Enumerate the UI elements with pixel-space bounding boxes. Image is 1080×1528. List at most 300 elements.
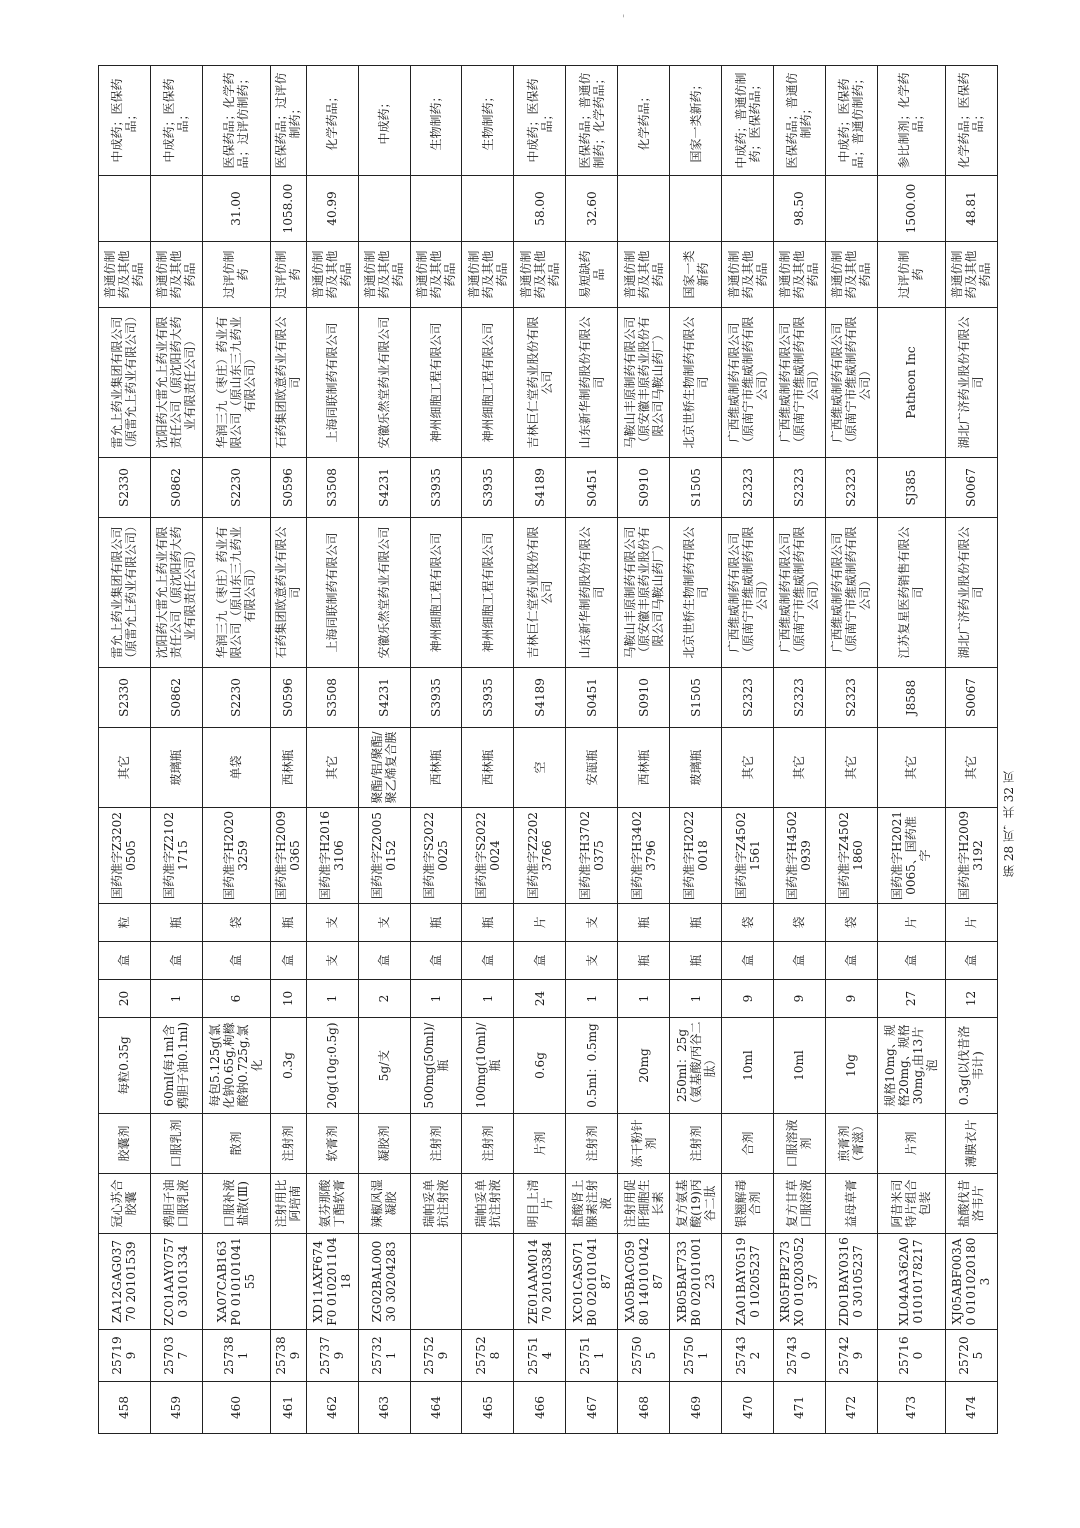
page-footer: 第 28 页，共 32 页	[1002, 771, 1016, 877]
cell-product-code: 257389	[270, 1330, 306, 1382]
cell-drug-category: 易短缺药品	[566, 242, 618, 308]
cell-drug-name: 盐酸肾上腺素注射液	[566, 1174, 618, 1234]
cell-declarer-name: 神州细胞工程有限公司	[410, 518, 462, 668]
cell-drug-category: 普通仿制药及其他药品	[618, 242, 670, 308]
cell-producer-name: 北京世桥生物制药有限公司	[670, 308, 722, 458]
cell-conversion-ratio: 9	[773, 980, 825, 1018]
cell-row-number: 469	[670, 1382, 722, 1434]
cell-min-dosage-unit: 粒	[99, 904, 151, 942]
cell-package-material: 其它	[773, 728, 825, 808]
cell-standard-code	[270, 1234, 306, 1330]
cell-row-number: 459	[150, 1382, 202, 1434]
cell-conversion-ratio: 1	[306, 980, 358, 1018]
cell-drug-name: 瑞帕妥单抗注射液	[462, 1174, 514, 1234]
cell-producer-code: S3508	[306, 458, 358, 518]
cell-package-material: 西林瓶	[410, 728, 462, 808]
cell-drug-category: 普通仿制药及其他药品	[99, 242, 151, 308]
cell-drug-name: 明目上清片	[514, 1174, 566, 1234]
table-row	[618, 66, 670, 1434]
cell-dosage-form: 注射剂	[462, 1114, 514, 1174]
cell-product-code: 257511	[566, 1330, 618, 1382]
cell-row-number: 463	[358, 1382, 410, 1434]
cell-min-dosage-unit: 支	[306, 904, 358, 942]
cell-specification: 规格10mg、规格20mg、规格30mg,由13片泡	[877, 1018, 945, 1114]
cell-min-dosage-unit: 片	[945, 904, 997, 942]
cell-producer-code: S0596	[270, 458, 306, 518]
cell-approval-number: 国药准字S20220025	[410, 808, 462, 904]
cell-declarer-code: S0067	[945, 668, 997, 728]
table-row	[410, 66, 462, 1434]
cell-specification: 20mg	[618, 1018, 670, 1114]
cell-drug-name: 冠心苏合胶囊	[99, 1174, 151, 1234]
cell-producer-code: S2330	[99, 458, 151, 518]
cell-approval-number: 国药准字Z21021715	[150, 808, 202, 904]
cell-declarer-code: S1505	[670, 668, 722, 728]
cell-approval-number: 国药准字H20210065、国药准字	[877, 808, 945, 904]
cell-attributes: 生物制药；	[410, 66, 462, 176]
cell-producer-code: S4231	[358, 458, 410, 518]
cell-declarer-code: S2323	[722, 668, 774, 728]
cell-producer-name: 华润三九（枣庄）药业有限公司（原山东三九药业有限公司）	[202, 308, 270, 458]
cell-attributes: 中成药；医保药品；	[514, 66, 566, 176]
cell-package-material: 玻璃瓶	[670, 728, 722, 808]
cell-producer-name: 广西维威制药有限公司（原南宁市维威制药有限公司）	[773, 308, 825, 458]
cell-specification: 250ml：25g（氨基酸/丙谷二肽）	[670, 1018, 722, 1114]
cell-row-number: 458	[99, 1382, 151, 1434]
cell-dosage-form: 片剂	[877, 1114, 945, 1174]
cell-producer-code: S0862	[150, 458, 202, 518]
cell-min-package-unit: 盒	[825, 942, 877, 980]
cell-attributes: 参比制剂；化学药品；	[877, 66, 945, 176]
cell-declarer-name: 江苏复星医药销售有限公司	[877, 518, 945, 668]
cell-standard-code	[410, 1234, 462, 1330]
cell-row-number: 470	[722, 1382, 774, 1434]
cell-approval-number: 国药准字H20090365	[270, 808, 306, 904]
cell-standard-code: ZG02BAL00030 30204283	[358, 1234, 410, 1330]
cell-declarer-code: S2323	[825, 668, 877, 728]
cell-drug-name: 益母草膏	[825, 1174, 877, 1234]
cell-attributes: 医保药品；普通仿制药；	[773, 66, 825, 176]
cell-specification: 10ml	[722, 1018, 774, 1114]
cell-conversion-ratio: 1	[670, 980, 722, 1018]
cell-declarer-name: 山东新华制药股份有限公司	[566, 518, 618, 668]
cell-declarer-name: 上海同联制药有限公司	[306, 518, 358, 668]
table-row	[773, 66, 825, 1434]
cell-dosage-form: 注射剂	[566, 1114, 618, 1174]
cell-product-code: 257205	[945, 1330, 997, 1382]
cell-min-package-unit: 盒	[358, 942, 410, 980]
cell-price: 58.00	[514, 176, 566, 242]
cell-standard-code: XL04AA362A0 01010178217	[877, 1234, 945, 1330]
cell-producer-name: 沈阳药大雷允上药业有限责任公司（原沈阳药大药业有限责任公司）	[150, 308, 202, 458]
cell-dosage-form: 散剂	[202, 1114, 270, 1174]
cell-package-material: 其它	[877, 728, 945, 808]
table-row	[306, 66, 358, 1434]
cell-drug-name: 鸦胆子油口服乳液	[150, 1174, 202, 1234]
cell-producer-name: 山东新华制药股份有限公司	[566, 308, 618, 458]
cell-package-material: 其它	[306, 728, 358, 808]
cell-declarer-code: S0596	[270, 668, 306, 728]
cell-declarer-code: S4231	[358, 668, 410, 728]
cell-drug-name: 瑞帕妥单抗注射液	[410, 1174, 462, 1234]
cell-row-number: 474	[945, 1382, 997, 1434]
cell-approval-number: 国药准字H20163106	[306, 808, 358, 904]
cell-declarer-code: S0910	[618, 668, 670, 728]
cell-min-dosage-unit: 袋	[825, 904, 877, 942]
cell-specification: 每包5.125g(氯化钠0.65g,枸橼酸钠0.725g,氯化	[202, 1018, 270, 1114]
cell-drug-category: 普通仿制药及其他药品	[306, 242, 358, 308]
cell-attributes: 中成药；医保药品；	[150, 66, 202, 176]
cell-conversion-ratio: 1	[462, 980, 514, 1018]
cell-dosage-form: 冻干粉针剂	[618, 1114, 670, 1174]
cell-standard-code: XB05BAF733B0 02010100123	[670, 1234, 722, 1330]
cell-price: 40.99	[306, 176, 358, 242]
cell-specification: 10g	[825, 1018, 877, 1114]
cell-min-package-unit: 瓶	[670, 942, 722, 980]
cell-product-code: 257160	[877, 1330, 945, 1382]
cell-drug-category: 国家一类新药	[670, 242, 722, 308]
cell-package-material: 其它	[99, 728, 151, 808]
cell-price	[825, 176, 877, 242]
cell-drug-name: 口服补液盐散(Ⅲ)	[202, 1174, 270, 1234]
cell-attributes: 生物制药；	[462, 66, 514, 176]
cell-min-dosage-unit: 瓶	[410, 904, 462, 942]
cell-declarer-name: 广西维威制药有限公司（原南宁市维威制药有限公司）	[722, 518, 774, 668]
cell-producer-name: Patheon Inc	[877, 308, 945, 458]
cell-declarer-name: 广西维威制药有限公司（原南宁市维威制药有限公司）	[773, 518, 825, 668]
cell-drug-category: 普通仿制药及其他药品	[514, 242, 566, 308]
cell-standard-code: XD11AXF674F0 01020110418	[306, 1234, 358, 1330]
cell-approval-number: 国药准字H20203259	[202, 808, 270, 904]
cell-approval-number: 国药准字H45020939	[773, 808, 825, 904]
cell-min-dosage-unit: 片	[514, 904, 566, 942]
cell-drug-category: 普通仿制药及其他药品	[358, 242, 410, 308]
cell-drug-category: 普通仿制药及其他药品	[825, 242, 877, 308]
cell-min-dosage-unit: 支	[358, 904, 410, 942]
cell-producer-code: S0067	[945, 458, 997, 518]
cell-approval-number: 国药准字S20220024	[462, 808, 514, 904]
cell-standard-code: ZD01BAY03160 30105237	[825, 1234, 877, 1330]
cell-price: 48.81	[945, 176, 997, 242]
cell-declarer-name: 雷允上药业集团有限公司（原雷允上药业有限公司）	[99, 518, 151, 668]
cell-standard-code: ZE01AAM01470 20103384	[514, 1234, 566, 1330]
cell-attributes: 中成药；	[358, 66, 410, 176]
cell-conversion-ratio: 1	[410, 980, 462, 1018]
cell-approval-number: 国药准字Z45021860	[825, 808, 877, 904]
cell-standard-code	[462, 1234, 514, 1330]
cell-approval-number: 国药准字Z22023766	[514, 808, 566, 904]
cell-specification: 每粒0.35g	[99, 1018, 151, 1114]
cell-price: 31.00	[202, 176, 270, 242]
cell-row-number: 466	[514, 1382, 566, 1434]
rotated-table-wrapper	[98, 66, 998, 1434]
cell-drug-name: 复方氨基酸(19)丙谷二肽	[670, 1174, 722, 1234]
cell-specification: 0.6g	[514, 1018, 566, 1114]
cell-producer-name: 神州细胞工程有限公司	[462, 308, 514, 458]
cell-standard-code: ZA01BAY05190 10205237	[722, 1234, 774, 1330]
cell-row-number: 461	[270, 1382, 306, 1434]
cell-dosage-form: 胶囊剂	[99, 1114, 151, 1174]
cell-conversion-ratio: 1	[566, 980, 618, 1018]
cell-declarer-name: 安徽乐然堂药业有限公司	[358, 518, 410, 668]
cell-price	[670, 176, 722, 242]
cell-drug-category: 普通仿制药及其他药品	[773, 242, 825, 308]
table-row	[825, 66, 877, 1434]
cell-producer-name: 湖北广济药业股份有限公司	[945, 308, 997, 458]
cell-row-number: 471	[773, 1382, 825, 1434]
cell-approval-number: 国药准字Z20050152	[358, 808, 410, 904]
cell-producer-name: 神州细胞工程有限公司	[410, 308, 462, 458]
cell-declarer-name: 北京世桥生物制药有限公司	[670, 518, 722, 668]
cell-specification: 20g(10g:0.5g)	[306, 1018, 358, 1114]
cell-drug-name: 复方甘草口服溶液	[773, 1174, 825, 1234]
cell-min-package-unit: 盒	[514, 942, 566, 980]
cell-declarer-name: 广西维威制药有限公司（原南宁市维威制药有限公司）	[825, 518, 877, 668]
cell-declarer-code: J8588	[877, 668, 945, 728]
cell-product-code: 257381	[202, 1330, 270, 1382]
cell-drug-category: 过评仿制药	[270, 242, 306, 308]
cell-price	[410, 176, 462, 242]
cell-declarer-code: S2323	[773, 668, 825, 728]
cell-product-code: 257037	[150, 1330, 202, 1382]
cell-declarer-name: 华润三九（枣庄）药业有限公司（原山东三九药业有限公司）	[202, 518, 270, 668]
cell-min-package-unit: 瓶	[618, 942, 670, 980]
cell-product-code: 257528	[462, 1330, 514, 1382]
cell-standard-code: ZC01AAY07570 30101334	[150, 1234, 202, 1330]
cell-attributes: 中成药；医保药品；	[99, 66, 151, 176]
cell-dosage-form: 注射剂	[670, 1114, 722, 1174]
cell-drug-name: 盐酸伐昔洛韦片	[945, 1174, 997, 1234]
cell-package-material: 西林瓶	[618, 728, 670, 808]
cell-min-dosage-unit: 瓶	[270, 904, 306, 942]
cell-producer-code: SJ385	[877, 458, 945, 518]
cell-min-dosage-unit: 袋	[773, 904, 825, 942]
cell-drug-name: 银翘解毒合剂	[722, 1174, 774, 1234]
cell-approval-number: 国药准字Z45021561	[722, 808, 774, 904]
cell-specification: 500mg(50ml)/瓶	[410, 1018, 462, 1114]
cell-min-package-unit: 盒	[773, 942, 825, 980]
cell-conversion-ratio: 27	[877, 980, 945, 1018]
cell-min-package-unit: 盒	[945, 942, 997, 980]
cell-declarer-code: S3935	[462, 668, 514, 728]
cell-standard-code: XA07CAB163P0 01010104155	[202, 1234, 270, 1330]
cell-price	[462, 176, 514, 242]
cell-min-package-unit: 盒	[722, 942, 774, 980]
cell-specification: 100mg(10ml)/瓶	[462, 1018, 514, 1114]
cell-price	[618, 176, 670, 242]
cell-dosage-form: 凝胶剂	[358, 1114, 410, 1174]
cell-min-package-unit: 盒	[270, 942, 306, 980]
cell-min-dosage-unit: 片	[877, 904, 945, 942]
cell-price	[722, 176, 774, 242]
cell-declarer-code: S3508	[306, 668, 358, 728]
cell-drug-category: 普通仿制药及其他药品	[462, 242, 514, 308]
cell-drug-category: 普通仿制药及其他药品	[945, 242, 997, 308]
cell-attributes: 医保药品；过评仿制药；	[270, 66, 306, 176]
drug-list-table	[98, 65, 998, 1434]
cell-min-package-unit: 盒	[150, 942, 202, 980]
cell-attributes: 医保药品；普通仿制药；化学药品；	[566, 66, 618, 176]
cell-producer-code: S0910	[618, 458, 670, 518]
cell-min-dosage-unit: 瓶	[618, 904, 670, 942]
cell-price: 32.60	[566, 176, 618, 242]
cell-attributes: 化学药品；医保药品；	[945, 66, 997, 176]
cell-producer-name: 广西维威制药有限公司（原南宁市维威制药有限公司）	[825, 308, 877, 458]
cell-dosage-form: 口服乳剂	[150, 1114, 202, 1174]
cell-drug-name: 注射用促肝细胞生长素	[618, 1174, 670, 1234]
cell-drug-name: 氨芬那酸丁酯软膏	[306, 1174, 358, 1234]
cell-product-code: 257501	[670, 1330, 722, 1382]
cell-specification: 0.3g	[270, 1018, 306, 1114]
cell-row-number: 473	[877, 1382, 945, 1434]
cell-declarer-code: S0451	[566, 668, 618, 728]
cell-conversion-ratio: 24	[514, 980, 566, 1018]
cell-product-code: 257432	[722, 1330, 774, 1382]
cell-declarer-name: 神州细胞工程有限公司	[462, 518, 514, 668]
cell-producer-code: S3935	[410, 458, 462, 518]
cell-producer-code: S4189	[514, 458, 566, 518]
cell-attributes: 中成药；医保药品；普通仿制药；	[825, 66, 877, 176]
cell-declarer-name: 马鞍山丰原制药有限公司（原安徽丰原药业股份有限公司马鞍山药厂）	[618, 518, 670, 668]
cell-attributes: 中成药；普通仿制药；医保药品；	[722, 66, 774, 176]
cell-drug-category: 普通仿制药及其他药品	[150, 242, 202, 308]
cell-producer-name: 上海同联制药有限公司	[306, 308, 358, 458]
cell-dosage-form: 煎膏剂（膏滋）	[825, 1114, 877, 1174]
cell-price: 98.50	[773, 176, 825, 242]
cell-dosage-form: 片剂	[514, 1114, 566, 1174]
cell-dosage-form: 注射剂	[410, 1114, 462, 1174]
cell-drug-category: 普通仿制药及其他药品	[722, 242, 774, 308]
cell-declarer-code: S4189	[514, 668, 566, 728]
cell-package-material: 西林瓶	[270, 728, 306, 808]
cell-producer-name: 雷允上药业集团有限公司（原雷允上药业有限公司）	[99, 308, 151, 458]
cell-product-code: 257321	[358, 1330, 410, 1382]
cell-producer-code: S3935	[462, 458, 514, 518]
cell-approval-number: 国药准字H20220018	[670, 808, 722, 904]
cell-product-code: 257505	[618, 1330, 670, 1382]
cell-specification: 5g/支	[358, 1018, 410, 1114]
cell-dosage-form: 合剂	[722, 1114, 774, 1174]
cell-min-package-unit: 盒	[99, 942, 151, 980]
cell-price	[358, 176, 410, 242]
cell-package-material: 空	[514, 728, 566, 808]
cell-min-package-unit: 支	[566, 942, 618, 980]
cell-conversion-ratio: 12	[945, 980, 997, 1018]
cell-dosage-form: 软膏剂	[306, 1114, 358, 1174]
cell-declarer-code: S3935	[410, 668, 462, 728]
cell-specification: 60ml(每1ml含鸦胆子油0.1ml)	[150, 1018, 202, 1114]
cell-producer-name: 石药集团欧意药业有限公司	[270, 308, 306, 458]
cell-drug-name: 阿昔米司特片组合包装	[877, 1174, 945, 1234]
cell-price: 1058.00	[270, 176, 306, 242]
cell-package-material: 其它	[722, 728, 774, 808]
cell-producer-code: S2230	[202, 458, 270, 518]
cell-producer-name: 吉林巨仁堂药业股份有限公司	[514, 308, 566, 458]
cell-min-dosage-unit: 瓶	[150, 904, 202, 942]
cell-product-code: 257514	[514, 1330, 566, 1382]
cell-approval-number: 国药准字Z32020505	[99, 808, 151, 904]
cell-min-package-unit: 支	[306, 942, 358, 980]
cell-product-code: 257429	[825, 1330, 877, 1382]
cell-producer-code: S2323	[722, 458, 774, 518]
cell-row-number: 464	[410, 1382, 462, 1434]
cell-product-code: 257529	[410, 1330, 462, 1382]
cell-row-number: 468	[618, 1382, 670, 1434]
cell-price	[99, 176, 151, 242]
cell-min-dosage-unit: 袋	[202, 904, 270, 942]
cell-conversion-ratio: 2	[358, 980, 410, 1018]
cell-row-number: 462	[306, 1382, 358, 1434]
cell-min-dosage-unit: 瓶	[462, 904, 514, 942]
cell-product-code: 257199	[99, 1330, 151, 1382]
table-row	[566, 66, 618, 1434]
cell-conversion-ratio: 10	[270, 980, 306, 1018]
cell-standard-code: ZA12GAG03770 20101539	[99, 1234, 151, 1330]
table-row	[99, 66, 151, 1434]
cell-standard-code: XA05BAC05980 14010104287	[618, 1234, 670, 1330]
cell-declarer-name: 沈阳药大雷允上药业有限责任公司（原沈阳药大药业有限责任公司）	[150, 518, 202, 668]
cell-attributes: 医保药品；化学药品；过评仿制药；	[202, 66, 270, 176]
scan-mark: '	[622, 14, 625, 25]
cell-dosage-form: 口服溶液剂	[773, 1114, 825, 1174]
cell-declarer-name: 湖北广济药业股份有限公司	[945, 518, 997, 668]
table-row	[270, 66, 306, 1434]
cell-conversion-ratio: 9	[825, 980, 877, 1018]
cell-specification: 0.5ml：0.5mg	[566, 1018, 618, 1114]
table-row	[945, 66, 997, 1434]
cell-dosage-form: 注射剂	[270, 1114, 306, 1174]
cell-conversion-ratio: 20	[99, 980, 151, 1018]
cell-declarer-name: 吉林巨仁堂药业股份有限公司	[514, 518, 566, 668]
cell-approval-number: 国药准字H37020375	[566, 808, 618, 904]
cell-conversion-ratio: 1	[618, 980, 670, 1018]
cell-conversion-ratio: 1	[150, 980, 202, 1018]
cell-min-dosage-unit: 袋	[722, 904, 774, 942]
table-row	[514, 66, 566, 1434]
cell-attributes: 化学药品；	[618, 66, 670, 176]
cell-standard-code: XC01CAS071B0 02010104187	[566, 1234, 618, 1330]
cell-drug-category: 过评仿制药	[202, 242, 270, 308]
cell-min-package-unit: 盒	[202, 942, 270, 980]
cell-package-material: 其它	[945, 728, 997, 808]
cell-dosage-form: 薄膜衣片	[945, 1114, 997, 1174]
table-row	[150, 66, 202, 1434]
cell-standard-code: XJ05ABF003A0 01010201803	[945, 1234, 997, 1330]
cell-declarer-code: S2230	[202, 668, 270, 728]
cell-conversion-ratio: 9	[722, 980, 774, 1018]
cell-declarer-code: S0862	[150, 668, 202, 728]
cell-producer-code: S2323	[773, 458, 825, 518]
cell-declarer-code: S2330	[99, 668, 151, 728]
cell-package-material: 安瓿瓶	[566, 728, 618, 808]
cell-min-dosage-unit: 瓶	[670, 904, 722, 942]
cell-producer-name: 安徽乐然堂药业有限公司	[358, 308, 410, 458]
cell-specification: 0.3g(以伐昔洛韦计)	[945, 1018, 997, 1114]
cell-attributes: 化学药品；	[306, 66, 358, 176]
cell-drug-name: 辣椒风湿凝胶	[358, 1174, 410, 1234]
cell-producer-code: S1505	[670, 458, 722, 518]
table-row	[202, 66, 270, 1434]
cell-producer-name: 马鞍山丰原制药有限公司（原安徽丰原药业股份有限公司马鞍山药厂）	[618, 308, 670, 458]
cell-declarer-name: 石药集团欧意药业有限公司	[270, 518, 306, 668]
cell-package-material: 其它	[825, 728, 877, 808]
cell-min-package-unit: 盒	[877, 942, 945, 980]
cell-package-material: 聚酯/铝/聚酯/聚乙烯复合膜	[358, 728, 410, 808]
cell-approval-number: 国药准字H34023796	[618, 808, 670, 904]
table-row	[877, 66, 945, 1434]
cell-attributes: 国家一类新药；	[670, 66, 722, 176]
cell-conversion-ratio: 6	[202, 980, 270, 1018]
